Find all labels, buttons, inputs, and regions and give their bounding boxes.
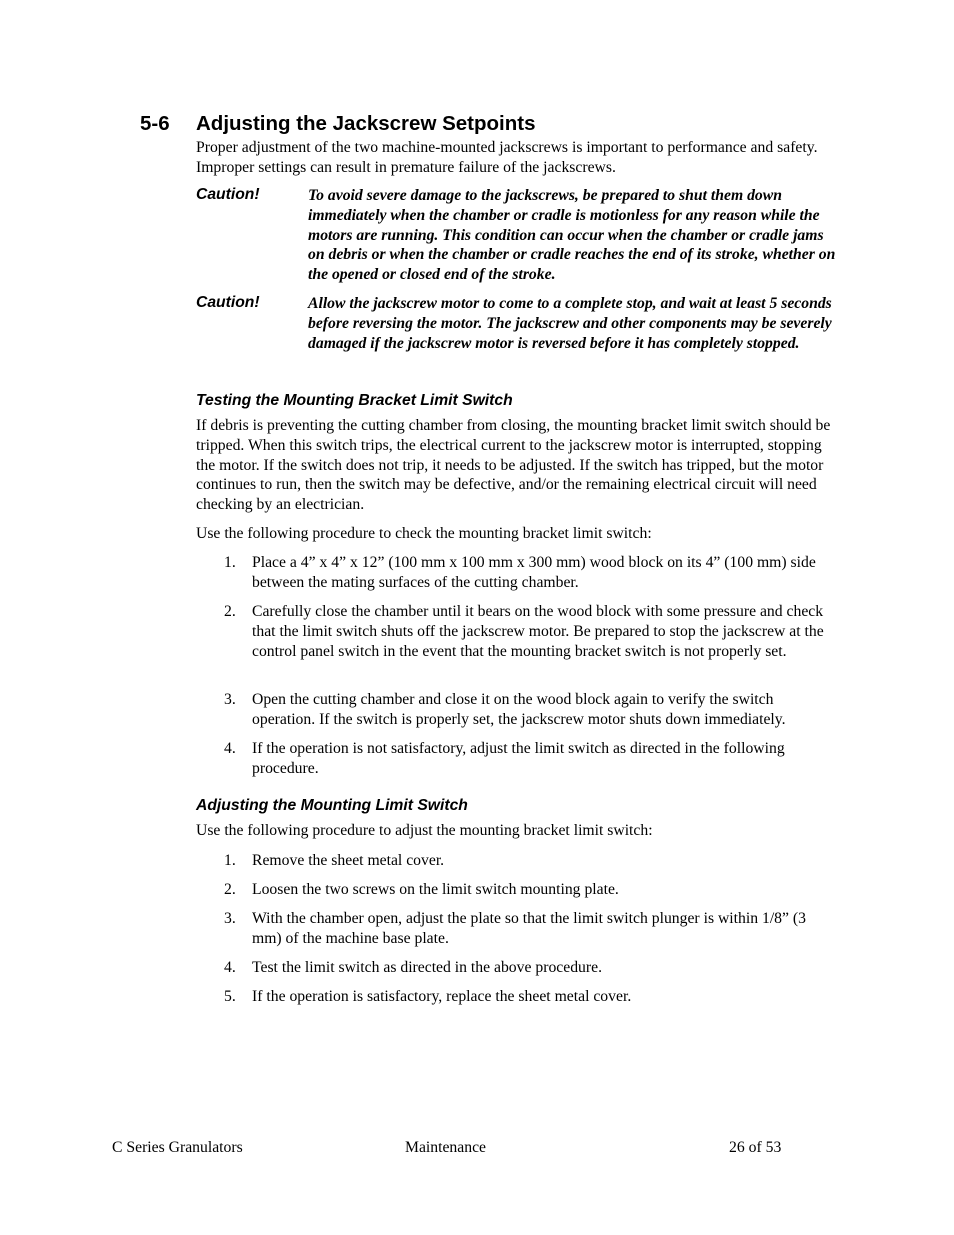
testing-paragraph: If debris is preventing the cutting chamber from closing, the mounting bracket limit switch should be tripped. When this switch trips, the electrical current to the jackscrew motor is interrupted, stopping the motor. If the switch does not trip, it needs to be adjusted. If the switch has tripped, but the motor continues to run, then the switch may be defective, and/or the remaining electrical circuit will need checking by an electrician.	[196, 417, 831, 514]
list-item	[224, 739, 836, 779]
list-item	[224, 987, 836, 1007]
list-item-text: If the operation is not satisfactory, adjust the limit switch as directed in the following procedure.	[252, 740, 785, 777]
list-item	[224, 958, 836, 978]
list-item-text: Open the cutting chamber and close it on the wood block again to verify the switch operation. If the switch is properly set, the jackscrew motor shuts down immediately.	[252, 691, 786, 728]
list-item-text: With the chamber open, adjust the plate so that the limit switch plunger is within 1/8” (3 mm) of the machine base plate.	[252, 910, 806, 947]
caution-text-2: Allow the jackscrew motor to come to a complete stop, and wait at least 5 seconds before reversing the motor. The jackscrew and other components may be severely damaged if the jackscrew motor is reversed before it has completely stopped.	[308, 295, 832, 352]
list-item	[224, 602, 836, 661]
list-item-text: Loosen the two screws on the limit switch mounting plate.	[252, 881, 619, 898]
list-item-number: 2.	[224, 603, 236, 620]
caution-label-2: Caution!	[196, 294, 260, 311]
list-item-text: If the operation is satisfactory, replace the sheet metal cover.	[252, 988, 632, 1005]
footer-chapter: Maintenance	[405, 1139, 487, 1156]
list-item-number: 4.	[224, 740, 236, 757]
list-item-text: Carefully close the chamber until it bears on the wood block with some pressure and check that the limit switch shuts off the jackscrew motor. Be prepared to stop the jackscrew at the control panel switch in the event that the mounting bracket switch is not properly set.	[252, 603, 824, 660]
list-item	[224, 690, 836, 730]
list-item	[224, 909, 836, 949]
testing-heading: Testing the Mounting Bracket Limit Switch	[196, 392, 513, 409]
list-item-text: Place a 4” x 4” x 12” (100 mm x 100 mm x 300 mm) wood block on its 4” (100 mm) side between the mating surfaces of the cutting chamber.	[252, 554, 816, 591]
testing-lead: Use the following procedure to check the mounting bracket limit switch:	[196, 525, 652, 542]
footer-document-title: C Series Granulators	[112, 1139, 243, 1156]
list-item-number: 3.	[224, 691, 236, 708]
list-item-number: 5.	[224, 988, 236, 1005]
adjusting-heading: Adjusting the Mounting Limit Switch	[196, 797, 468, 814]
list-item-number: 1.	[224, 554, 236, 571]
caution-label-1: Caution!	[196, 186, 260, 203]
list-item-number: 1.	[224, 852, 236, 869]
list-item-text: Test the limit switch as directed in the above procedure.	[252, 959, 603, 976]
list-item	[224, 553, 836, 593]
section-title-text: Adjusting the Jackscrew Setpoints	[196, 112, 536, 135]
adjusting-lead: Use the following procedure to adjust the mounting bracket limit switch:	[196, 822, 653, 839]
section-number: 5-6	[140, 112, 170, 135]
list-item	[224, 880, 836, 900]
list-item-number: 2.	[224, 881, 236, 898]
list-item	[224, 851, 836, 871]
section-intro: Proper adjustment of the two machine-mounted jackscrews is important to performance and safety. Improper settings can result in premature failure of the jackscrews.	[196, 139, 818, 176]
list-item-text: Remove the sheet metal cover.	[252, 852, 445, 869]
list-item-number: 4.	[224, 959, 236, 976]
list-item-number: 3.	[224, 910, 236, 927]
footer-page-number: 26 of 53	[729, 1139, 782, 1156]
caution-text-1: To avoid severe damage to the jackscrews, be prepared to shut them down immediately when the chamber or cradle is motionless for any reason while the motors are running. This condition can occur when the chamber or cradle jams on debris or when the chamber or cradle reaches the end of its stroke, whether on the opened or closed end of the stroke.	[308, 187, 836, 284]
section-title	[140, 112, 535, 136]
